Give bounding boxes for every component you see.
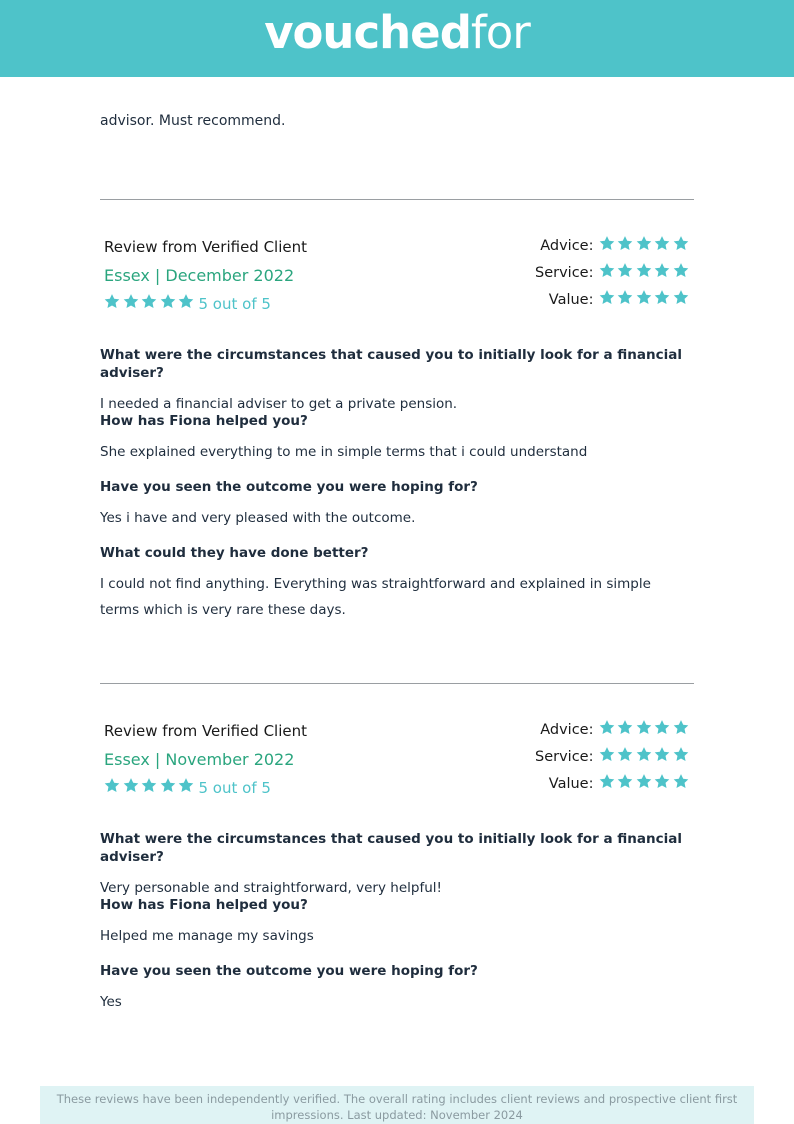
star-icon xyxy=(635,773,654,790)
star-icon xyxy=(140,293,159,310)
answer: I needed a financial adviser to get a private pension. xyxy=(100,396,458,412)
overall-stars xyxy=(103,293,196,314)
rating-row-service xyxy=(535,743,690,770)
rating-label: Service: xyxy=(535,748,594,765)
star-icon xyxy=(653,773,672,790)
qa-block xyxy=(100,478,694,531)
star-icon xyxy=(653,289,672,306)
star-icon xyxy=(672,773,691,790)
answer: Yes xyxy=(100,994,122,1010)
star-icon xyxy=(177,293,196,310)
vouchedfor-logo xyxy=(264,8,530,58)
divider xyxy=(100,199,694,200)
answer: Yes i have and very pleased with the outcome. xyxy=(100,510,416,526)
star-icon xyxy=(653,262,672,279)
star-icon xyxy=(616,719,635,736)
rating-label: Advice: xyxy=(540,721,594,738)
rating-row-advice xyxy=(535,232,690,259)
review-location-date: Essex | November 2022 xyxy=(104,750,295,769)
question: What were the circumstances that caused you to initially look for a financial adviser? xyxy=(100,347,683,381)
star-icon xyxy=(122,293,141,310)
rating-row-advice xyxy=(535,716,690,743)
star-icon xyxy=(653,235,672,252)
star-icon xyxy=(635,262,654,279)
rating-label: Advice: xyxy=(540,237,594,254)
question: What were the circumstances that caused you to initially look for a financial adviser? xyxy=(100,831,683,865)
star-icon xyxy=(122,777,141,794)
star-icon xyxy=(635,235,654,252)
qa-block xyxy=(100,962,694,1015)
rating-stars xyxy=(598,773,691,794)
star-icon xyxy=(672,235,691,252)
header-bar xyxy=(0,0,794,77)
star-icon xyxy=(672,289,691,306)
overall-score: 5 out of 5 xyxy=(198,778,271,797)
star-icon xyxy=(159,293,178,310)
intro-text: advisor. Must recommend. xyxy=(100,113,286,129)
star-icon xyxy=(103,777,122,794)
qa-block xyxy=(100,896,694,949)
overall-score: 5 out of 5 xyxy=(198,294,271,313)
star-icon xyxy=(616,262,635,279)
divider xyxy=(100,683,694,684)
answer: Helped me manage my savings xyxy=(100,928,314,944)
star-icon xyxy=(672,262,691,279)
qa-block xyxy=(100,346,694,417)
question: Have you seen the outcome you were hoping for? xyxy=(100,479,478,495)
star-icon xyxy=(159,777,178,794)
star-icon xyxy=(140,777,159,794)
star-icon xyxy=(635,289,654,306)
logo-part-bold: vouched xyxy=(264,6,471,59)
question: What could they have done better? xyxy=(100,545,369,561)
star-icon xyxy=(598,235,617,252)
star-icon xyxy=(598,746,617,763)
review-title: Review from Verified Client xyxy=(104,722,308,740)
rating-breakdown xyxy=(535,232,690,313)
star-icon xyxy=(616,289,635,306)
rating-label: Value: xyxy=(548,775,594,792)
overall-stars xyxy=(103,777,196,798)
question: Have you seen the outcome you were hoping for? xyxy=(100,963,478,979)
footer-disclaimer: These reviews have been independently verified. The overall rating includes client reviews and prospective client first impressions. Last updated: November 2024 xyxy=(40,1086,754,1124)
answer: Very personable and straightforward, very helpful! xyxy=(100,880,442,896)
rating-stars xyxy=(598,262,691,283)
star-icon xyxy=(635,719,654,736)
logo-part-light: for xyxy=(470,6,530,59)
question: How has Fiona helped you? xyxy=(100,413,308,429)
star-icon xyxy=(103,293,122,310)
overall-rating xyxy=(103,777,271,798)
review-title: Review from Verified Client xyxy=(104,238,308,256)
review-location-date: Essex | December 2022 xyxy=(104,266,295,285)
star-icon xyxy=(598,262,617,279)
rating-row-service xyxy=(535,259,690,286)
qa-block xyxy=(100,830,694,901)
star-icon xyxy=(672,746,691,763)
star-icon xyxy=(598,719,617,736)
star-icon xyxy=(653,746,672,763)
qa-block xyxy=(100,412,694,465)
star-icon xyxy=(616,773,635,790)
star-icon xyxy=(616,235,635,252)
qa-block xyxy=(100,544,694,623)
question: How has Fiona helped you? xyxy=(100,897,308,913)
star-icon xyxy=(653,719,672,736)
star-icon xyxy=(177,777,196,794)
star-icon xyxy=(635,746,654,763)
rating-row-value xyxy=(535,286,690,313)
answer: I could not find anything. Everything was straightforward and explained in simple terms which is very rare these days. xyxy=(100,576,651,618)
star-icon xyxy=(616,746,635,763)
rating-label: Service: xyxy=(535,264,594,281)
rating-row-value xyxy=(535,770,690,797)
rating-label: Value: xyxy=(548,291,594,308)
star-icon xyxy=(598,773,617,790)
star-icon xyxy=(598,289,617,306)
rating-stars xyxy=(598,289,691,310)
rating-stars xyxy=(598,235,691,256)
overall-rating xyxy=(103,293,271,314)
star-icon xyxy=(672,719,691,736)
rating-stars xyxy=(598,719,691,740)
answer: She explained everything to me in simple terms that i could understand xyxy=(100,444,588,460)
rating-breakdown xyxy=(535,716,690,797)
rating-stars xyxy=(598,746,691,767)
